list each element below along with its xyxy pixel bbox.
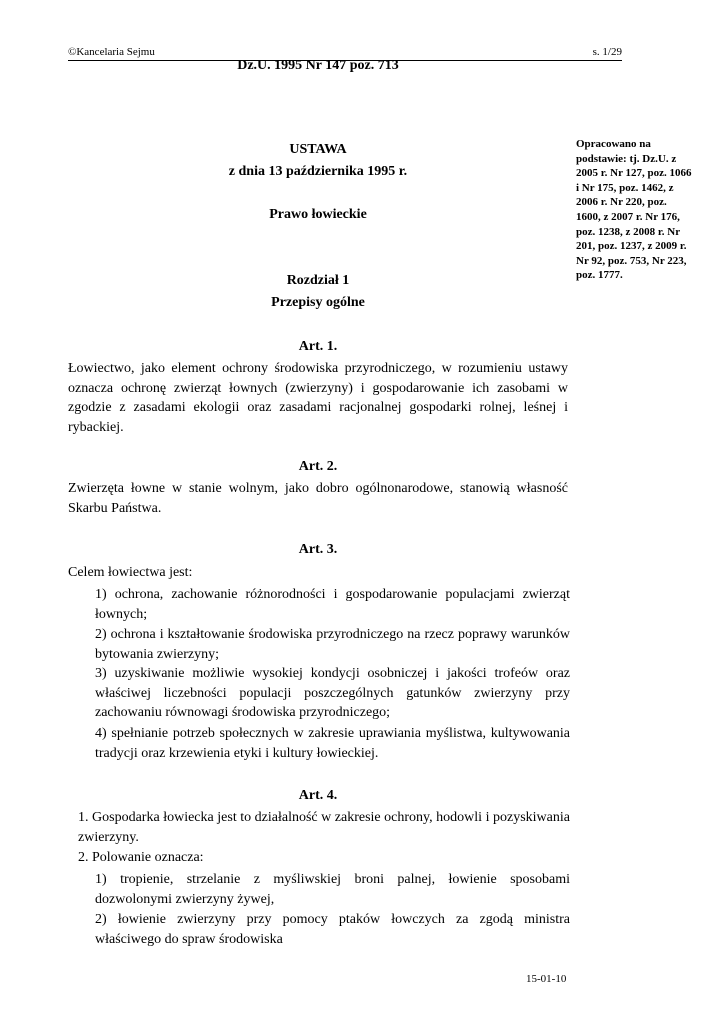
art3-item-4 [95, 724, 570, 763]
art4-item-2 [95, 910, 570, 949]
list-text: łowienie zwierzyny przy pomocy ptaków łowczych za zgodą ministra właściwego do spraw środowiska [95, 912, 570, 947]
header-publisher: ©Kancelaria Sejmu [68, 46, 155, 58]
art2-text: Zwierzęta łowne w stanie wolnym, jako dobro ogólnonarodowe, stanowią własność Skarbu Państwa. [68, 481, 568, 516]
art4-heading: Art. 4. [298, 788, 338, 803]
art1-heading: Art. 1. [298, 339, 338, 354]
list-text: ochrona, zachowanie różnorodności i gospodarowanie populacjami zwierząt łownych; [95, 587, 570, 622]
art3-item-3 [95, 664, 570, 723]
list-number: 1) [95, 872, 107, 887]
list-number: 1) [95, 587, 107, 602]
list-text: uzyskiwanie możliwie wysokiej kondycji osobniczej i jakości trofeów oraz właściwej liczebności populacji poszczególnych gatunków zwierzyny przy zachowaniu równowagi środowiska przyrodniczego; [95, 666, 570, 720]
chapter-name: Przepisy ogólne [271, 295, 365, 310]
art4-paragraph-2 [78, 848, 570, 868]
act-name: Prawo łowieckie [269, 207, 367, 222]
act-date: z dnia 13 października 1995 r. [228, 164, 408, 179]
chapter-number: Rozdział 1 [286, 273, 350, 288]
list-text: tropienie, strzelanie z myśliwskiej broni palnej, łowienie sposobami dozwolonymi zwierzyny żywej, [95, 872, 570, 907]
art3-heading: Art. 3. [298, 542, 338, 557]
art2-heading: Art. 2. [298, 459, 338, 474]
list-number: 4) [95, 726, 107, 741]
list-number: 2) [95, 627, 107, 642]
header-page-number: s. 1/29 [592, 46, 622, 58]
paragraph-number: 2. [78, 850, 89, 865]
list-number: 2) [95, 912, 107, 927]
art3-item-1 [95, 585, 570, 624]
art1-text: Łowiectwo, jako element ochrony środowiska przyrodniczego, w rozumieniu ustawy oznacza ochronę zwierząt łownych (zwierzyny) i gospodarowanie ich zasobami w zgodzie z zasadami ekologii oraz zasadami racjonalnej gospodarki rolnej, leśnej i rybackiej. [68, 361, 568, 435]
paragraph-text: Gospodarka łowiecka jest to działalność w zakresie ochrony, hodowli i pozyskiwania zwierzyny. [78, 810, 570, 845]
art3-item-2 [95, 625, 570, 664]
act-type: USTAWA [289, 142, 347, 157]
page-footer-date: 15-01-10 [526, 973, 567, 985]
paragraph-number: 1. [78, 810, 89, 825]
art3-intro: Celem łowiectwa jest: [68, 565, 193, 580]
side-note: Opracowano na podstawie: tj. Dz.U. z 2005 r. Nr 127, poz. 1066 i Nr 175, poz. 1462, z 2006 r. Nr 220, poz. 1600, z 2007 r. Nr 176, poz. 1238, z 2008 r. Nr 201, poz. 1237, z 2009 r. Nr 92, poz. 753, Nr 223, poz. 1777. [576, 138, 692, 282]
art4-paragraph-1 [78, 808, 570, 847]
list-text: spełnianie potrzeb społecznych w zakresie uprawiania myślistwa, kultywowania tradycji oraz krzewienia etyki i kultury łowieckiej. [95, 726, 571, 761]
art4-item-1 [95, 870, 570, 909]
list-text: ochrona i kształtowanie środowiska przyrodniczego na rzecz poprawy warunków bytowania zwierzyny; [95, 627, 570, 662]
paragraph-text: Polowanie oznacza: [92, 850, 204, 865]
list-number: 3) [95, 666, 107, 681]
document-reference: Dz.U. 1995 Nr 147 poz. 713 [237, 58, 399, 73]
